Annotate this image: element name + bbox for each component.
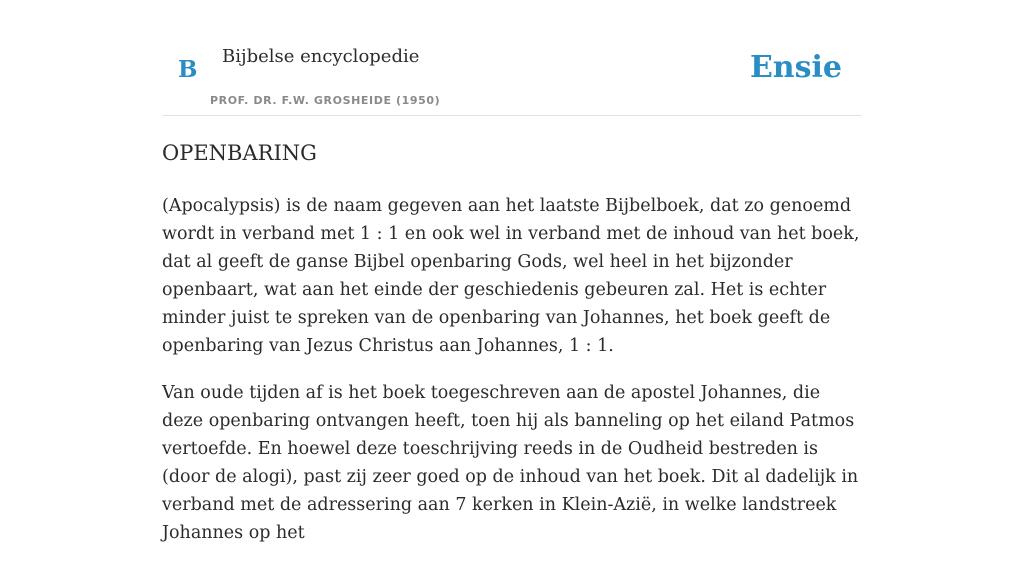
page-header <box>162 0 862 116</box>
entry-paragraph: Van oude tijden af is het boek toegeschreven aan de apostel Johannes, die deze openbaring ontvangen heeft, toen hij als banneling op het eiland Patmos vertoefde. En hoewel deze toeschrijving reeds in de Oudheid bestreden is (door de alogi), past zij zeer goed op de inhoud van het boek. Dit al dadelijk in verband met de adressering aan 7 kerken in Klein-Azië, in welke landstreek Johannes op het <box>162 383 859 543</box>
ensie-logo-link[interactable]: Ensie <box>749 50 842 85</box>
entry-paragraph: (Apocalypsis) is de naam gegeven aan het laatste Bijbelboek, dat zo genoemd wordt in verband met 1 : 1 en ook wel in verband met de inhoud van het boek, dat al geeft de ganse Bijbel openbaring Gods, wel heel in het bijzonder openbaart, wat aan het einde der geschiedenis gebeuren zal. Het is echter minder juist te spreken van de openbaring van Johannes, het boek geeft de openbaring van Jezus Christus aan Johannes, 1 : 1. <box>162 196 860 356</box>
book-author: PROF. DR. F.W. GROSHEIDE (1950) <box>210 94 441 107</box>
entry-title: OPENBARING <box>162 141 317 165</box>
article-container <box>162 0 862 543</box>
book-logo-icon[interactable]: B <box>178 56 198 83</box>
entry-body <box>162 192 862 566</box>
book-title-link[interactable]: Bijbelse encyclopedie <box>222 46 420 67</box>
